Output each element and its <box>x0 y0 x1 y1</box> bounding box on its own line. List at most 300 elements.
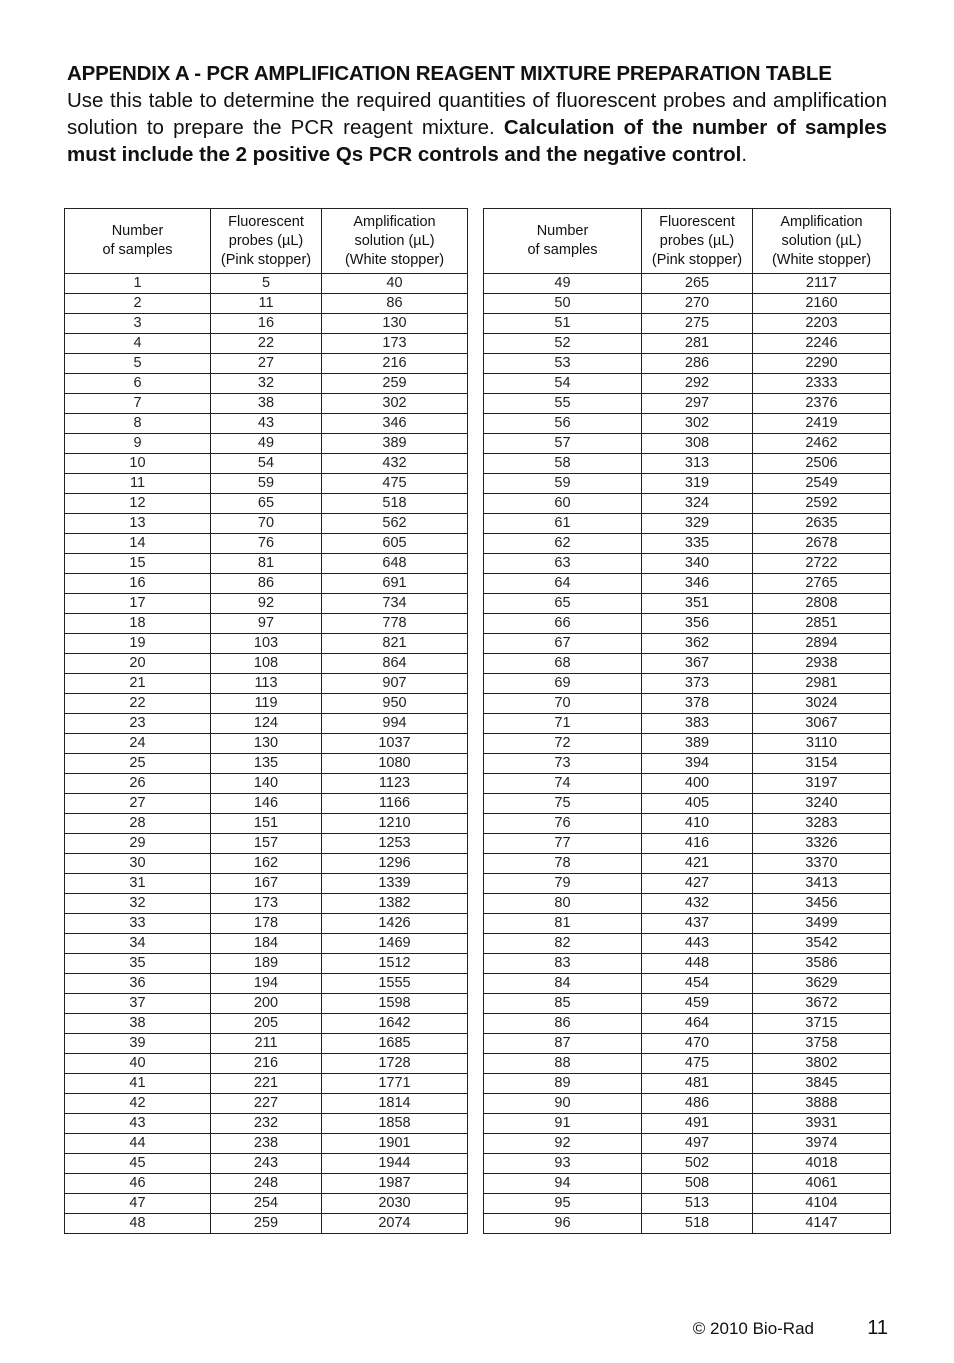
cell-amplification-solution: 2290 <box>753 354 891 374</box>
cell-amplification-solution: 1771 <box>322 1074 468 1094</box>
table-row <box>65 374 468 394</box>
header-row <box>484 209 891 274</box>
cell-fluorescent-probes: 486 <box>642 1094 753 1114</box>
cell-number-of-samples: 69 <box>484 674 642 694</box>
table-row <box>65 654 468 674</box>
cell-amplification-solution: 3154 <box>753 754 891 774</box>
cell-amplification-solution: 2808 <box>753 594 891 614</box>
cell-number-of-samples: 72 <box>484 734 642 754</box>
page-footer <box>0 1317 954 1341</box>
table-row <box>484 494 891 514</box>
cell-amplification-solution: 3283 <box>753 814 891 834</box>
cell-number-of-samples: 23 <box>65 714 211 734</box>
table-row <box>65 314 468 334</box>
cell-amplification-solution: 2203 <box>753 314 891 334</box>
cell-number-of-samples: 58 <box>484 454 642 474</box>
table-row <box>484 1174 891 1194</box>
table-row <box>484 854 891 874</box>
cell-fluorescent-probes: 119 <box>211 694 322 714</box>
table-row <box>484 514 891 534</box>
cell-fluorescent-probes: 232 <box>211 1114 322 1134</box>
cell-number-of-samples: 92 <box>484 1134 642 1154</box>
table-row <box>65 454 468 474</box>
cell-fluorescent-probes: 189 <box>211 954 322 974</box>
cell-fluorescent-probes: 270 <box>642 294 753 314</box>
cell-number-of-samples: 14 <box>65 534 211 554</box>
cell-number-of-samples: 17 <box>65 594 211 614</box>
cell-fluorescent-probes: 113 <box>211 674 322 694</box>
cell-number-of-samples: 20 <box>65 654 211 674</box>
cell-fluorescent-probes: 351 <box>642 594 753 614</box>
cell-fluorescent-probes: 86 <box>211 574 322 594</box>
cell-fluorescent-probes: 481 <box>642 1074 753 1094</box>
cell-number-of-samples: 9 <box>65 434 211 454</box>
table-row <box>65 794 468 814</box>
cell-fluorescent-probes: 302 <box>642 414 753 434</box>
table-row <box>65 934 468 954</box>
cell-fluorescent-probes: 205 <box>211 1014 322 1034</box>
cell-number-of-samples: 16 <box>65 574 211 594</box>
page-number: 11 <box>867 1317 888 1339</box>
cell-fluorescent-probes: 184 <box>211 934 322 954</box>
cell-amplification-solution: 518 <box>322 494 468 514</box>
cell-fluorescent-probes: 265 <box>642 274 753 294</box>
table-row <box>65 614 468 634</box>
table-row <box>484 754 891 774</box>
cell-fluorescent-probes: 157 <box>211 834 322 854</box>
cell-fluorescent-probes: 362 <box>642 634 753 654</box>
cell-fluorescent-probes: 254 <box>211 1194 322 1214</box>
cell-number-of-samples: 67 <box>484 634 642 654</box>
cell-amplification-solution: 1080 <box>322 754 468 774</box>
table-row <box>484 774 891 794</box>
cell-fluorescent-probes: 367 <box>642 654 753 674</box>
cell-number-of-samples: 78 <box>484 854 642 874</box>
table-row <box>65 474 468 494</box>
cell-fluorescent-probes: 464 <box>642 1014 753 1034</box>
cell-fluorescent-probes: 329 <box>642 514 753 534</box>
cell-fluorescent-probes: 432 <box>642 894 753 914</box>
cell-number-of-samples: 95 <box>484 1194 642 1214</box>
cell-number-of-samples: 13 <box>65 514 211 534</box>
table-row <box>65 514 468 534</box>
cell-amplification-solution: 1339 <box>322 874 468 894</box>
cell-amplification-solution: 389 <box>322 434 468 454</box>
cell-amplification-solution: 1426 <box>322 914 468 934</box>
cell-fluorescent-probes: 238 <box>211 1134 322 1154</box>
table-row <box>65 834 468 854</box>
cell-number-of-samples: 1 <box>65 274 211 294</box>
cell-fluorescent-probes: 221 <box>211 1074 322 1094</box>
cell-fluorescent-probes: 16 <box>211 314 322 334</box>
table-row <box>65 1154 468 1174</box>
cell-amplification-solution: 3672 <box>753 994 891 1014</box>
cell-number-of-samples: 3 <box>65 314 211 334</box>
cell-amplification-solution: 821 <box>322 634 468 654</box>
table-row <box>65 1194 468 1214</box>
cell-fluorescent-probes: 243 <box>211 1154 322 1174</box>
table-row <box>65 674 468 694</box>
cell-amplification-solution: 734 <box>322 594 468 614</box>
cell-fluorescent-probes: 81 <box>211 554 322 574</box>
cell-fluorescent-probes: 383 <box>642 714 753 734</box>
table-row <box>484 454 891 474</box>
cell-number-of-samples: 90 <box>484 1094 642 1114</box>
cell-fluorescent-probes: 70 <box>211 514 322 534</box>
cell-amplification-solution: 432 <box>322 454 468 474</box>
cell-number-of-samples: 12 <box>65 494 211 514</box>
cell-amplification-solution: 648 <box>322 554 468 574</box>
cell-number-of-samples: 88 <box>484 1054 642 1074</box>
cell-fluorescent-probes: 97 <box>211 614 322 634</box>
table-row <box>484 554 891 574</box>
cell-amplification-solution: 3499 <box>753 914 891 934</box>
table-row <box>65 854 468 874</box>
header-row <box>65 209 468 274</box>
table-row <box>484 634 891 654</box>
cell-number-of-samples: 73 <box>484 754 642 774</box>
cell-number-of-samples: 59 <box>484 474 642 494</box>
table-row <box>484 694 891 714</box>
cell-number-of-samples: 75 <box>484 794 642 814</box>
cell-amplification-solution: 4147 <box>753 1214 891 1234</box>
cell-amplification-solution: 2549 <box>753 474 891 494</box>
cell-amplification-solution: 2938 <box>753 654 891 674</box>
table-row <box>65 894 468 914</box>
cell-amplification-solution: 2117 <box>753 274 891 294</box>
table-row <box>65 1214 468 1234</box>
table-row <box>65 974 468 994</box>
cell-number-of-samples: 60 <box>484 494 642 514</box>
cell-number-of-samples: 57 <box>484 434 642 454</box>
cell-fluorescent-probes: 491 <box>642 1114 753 1134</box>
cell-number-of-samples: 63 <box>484 554 642 574</box>
table-row <box>65 1034 468 1054</box>
cell-amplification-solution: 605 <box>322 534 468 554</box>
cell-amplification-solution: 1037 <box>322 734 468 754</box>
cell-number-of-samples: 54 <box>484 374 642 394</box>
cell-amplification-solution: 2160 <box>753 294 891 314</box>
table-row <box>484 1134 891 1154</box>
table-row <box>484 1074 891 1094</box>
cell-fluorescent-probes: 167 <box>211 874 322 894</box>
cell-fluorescent-probes: 248 <box>211 1174 322 1194</box>
cell-amplification-solution: 1296 <box>322 854 468 874</box>
cell-amplification-solution: 3629 <box>753 974 891 994</box>
cell-amplification-solution: 3110 <box>753 734 891 754</box>
cell-number-of-samples: 32 <box>65 894 211 914</box>
intro-paragraph <box>67 87 887 168</box>
header-number-of-samples: Number of samples <box>65 209 211 274</box>
cell-number-of-samples: 4 <box>65 334 211 354</box>
cell-number-of-samples: 27 <box>65 794 211 814</box>
cell-fluorescent-probes: 470 <box>642 1034 753 1054</box>
table-row <box>484 274 891 294</box>
cell-fluorescent-probes: 259 <box>211 1214 322 1234</box>
table-row <box>484 374 891 394</box>
cell-fluorescent-probes: 124 <box>211 714 322 734</box>
cell-number-of-samples: 68 <box>484 654 642 674</box>
cell-amplification-solution: 1469 <box>322 934 468 954</box>
cell-fluorescent-probes: 49 <box>211 434 322 454</box>
cell-amplification-solution: 1382 <box>322 894 468 914</box>
table-row <box>65 694 468 714</box>
cell-number-of-samples: 38 <box>65 1014 211 1034</box>
page-title: APPENDIX A - PCR AMPLIFICATION REAGENT MIXTURE PREPARATION TABLE <box>67 62 832 85</box>
table-row <box>65 1074 468 1094</box>
cell-number-of-samples: 43 <box>65 1114 211 1134</box>
cell-fluorescent-probes: 421 <box>642 854 753 874</box>
header-number-of-samples: Number of samples <box>484 209 642 274</box>
cell-amplification-solution: 2030 <box>322 1194 468 1214</box>
cell-amplification-solution: 4104 <box>753 1194 891 1214</box>
cell-fluorescent-probes: 173 <box>211 894 322 914</box>
table-row <box>65 1054 468 1074</box>
table-row <box>484 1054 891 1074</box>
cell-amplification-solution: 691 <box>322 574 468 594</box>
cell-amplification-solution: 2506 <box>753 454 891 474</box>
cell-fluorescent-probes: 518 <box>642 1214 753 1234</box>
cell-amplification-solution: 3067 <box>753 714 891 734</box>
cell-number-of-samples: 70 <box>484 694 642 714</box>
cell-amplification-solution: 2246 <box>753 334 891 354</box>
table-row <box>65 1094 468 1114</box>
cell-number-of-samples: 52 <box>484 334 642 354</box>
table-row <box>484 394 891 414</box>
cell-amplification-solution: 1166 <box>322 794 468 814</box>
cell-number-of-samples: 77 <box>484 834 642 854</box>
cell-number-of-samples: 21 <box>65 674 211 694</box>
cell-fluorescent-probes: 76 <box>211 534 322 554</box>
table-row <box>484 974 891 994</box>
reagent-table-right <box>483 208 891 1234</box>
header-amplification-solution: Amplification solution (µL) (White stopper) <box>322 209 468 274</box>
cell-number-of-samples: 50 <box>484 294 642 314</box>
table-row <box>65 1014 468 1034</box>
cell-fluorescent-probes: 162 <box>211 854 322 874</box>
cell-amplification-solution: 86 <box>322 294 468 314</box>
cell-fluorescent-probes: 27 <box>211 354 322 374</box>
cell-fluorescent-probes: 502 <box>642 1154 753 1174</box>
cell-number-of-samples: 66 <box>484 614 642 634</box>
cell-fluorescent-probes: 297 <box>642 394 753 414</box>
cell-number-of-samples: 62 <box>484 534 642 554</box>
cell-number-of-samples: 51 <box>484 314 642 334</box>
table-row <box>484 874 891 894</box>
table-row <box>484 714 891 734</box>
cell-fluorescent-probes: 108 <box>211 654 322 674</box>
cell-number-of-samples: 7 <box>65 394 211 414</box>
cell-number-of-samples: 19 <box>65 634 211 654</box>
cell-amplification-solution: 173 <box>322 334 468 354</box>
table-row <box>65 334 468 354</box>
cell-amplification-solution: 3931 <box>753 1114 891 1134</box>
cell-fluorescent-probes: 275 <box>642 314 753 334</box>
cell-fluorescent-probes: 292 <box>642 374 753 394</box>
cell-amplification-solution: 475 <box>322 474 468 494</box>
cell-number-of-samples: 44 <box>65 1134 211 1154</box>
reagent-table-left <box>64 208 468 1234</box>
table-row <box>484 1094 891 1114</box>
table-row <box>484 314 891 334</box>
table-row <box>65 714 468 734</box>
cell-fluorescent-probes: 373 <box>642 674 753 694</box>
cell-fluorescent-probes: 427 <box>642 874 753 894</box>
cell-number-of-samples: 81 <box>484 914 642 934</box>
cell-amplification-solution: 4018 <box>753 1154 891 1174</box>
cell-fluorescent-probes: 356 <box>642 614 753 634</box>
table-row <box>484 734 891 754</box>
cell-number-of-samples: 35 <box>65 954 211 974</box>
cell-fluorescent-probes: 308 <box>642 434 753 454</box>
table-row <box>484 294 891 314</box>
cell-number-of-samples: 80 <box>484 894 642 914</box>
cell-amplification-solution: 2981 <box>753 674 891 694</box>
cell-fluorescent-probes: 513 <box>642 1194 753 1214</box>
cell-fluorescent-probes: 443 <box>642 934 753 954</box>
header-amplification-solution: Amplification solution (µL) (White stopper) <box>753 209 891 274</box>
cell-amplification-solution: 864 <box>322 654 468 674</box>
cell-fluorescent-probes: 346 <box>642 574 753 594</box>
cell-fluorescent-probes: 378 <box>642 694 753 714</box>
table-row <box>484 354 891 374</box>
cell-amplification-solution: 950 <box>322 694 468 714</box>
cell-number-of-samples: 86 <box>484 1014 642 1034</box>
table-row <box>484 794 891 814</box>
cell-fluorescent-probes: 281 <box>642 334 753 354</box>
cell-number-of-samples: 24 <box>65 734 211 754</box>
cell-amplification-solution: 1210 <box>322 814 468 834</box>
cell-amplification-solution: 346 <box>322 414 468 434</box>
cell-fluorescent-probes: 54 <box>211 454 322 474</box>
cell-number-of-samples: 87 <box>484 1034 642 1054</box>
table-row <box>484 614 891 634</box>
cell-amplification-solution: 562 <box>322 514 468 534</box>
cell-amplification-solution: 2851 <box>753 614 891 634</box>
cell-fluorescent-probes: 410 <box>642 814 753 834</box>
cell-fluorescent-probes: 394 <box>642 754 753 774</box>
cell-amplification-solution: 1253 <box>322 834 468 854</box>
cell-amplification-solution: 2678 <box>753 534 891 554</box>
table-row <box>65 494 468 514</box>
cell-fluorescent-probes: 140 <box>211 774 322 794</box>
cell-amplification-solution: 3758 <box>753 1034 891 1054</box>
table-row <box>65 994 468 1014</box>
cell-number-of-samples: 30 <box>65 854 211 874</box>
table-row <box>65 574 468 594</box>
cell-amplification-solution: 3888 <box>753 1094 891 1114</box>
cell-fluorescent-probes: 405 <box>642 794 753 814</box>
cell-number-of-samples: 39 <box>65 1034 211 1054</box>
cell-number-of-samples: 83 <box>484 954 642 974</box>
cell-amplification-solution: 907 <box>322 674 468 694</box>
cell-number-of-samples: 8 <box>65 414 211 434</box>
cell-number-of-samples: 18 <box>65 614 211 634</box>
cell-fluorescent-probes: 178 <box>211 914 322 934</box>
table-row <box>484 814 891 834</box>
cell-amplification-solution: 1512 <box>322 954 468 974</box>
table-row <box>65 594 468 614</box>
table-row <box>484 574 891 594</box>
cell-amplification-solution: 2333 <box>753 374 891 394</box>
cell-number-of-samples: 37 <box>65 994 211 1014</box>
cell-fluorescent-probes: 135 <box>211 754 322 774</box>
cell-fluorescent-probes: 227 <box>211 1094 322 1114</box>
cell-number-of-samples: 85 <box>484 994 642 1014</box>
table-row <box>65 734 468 754</box>
cell-number-of-samples: 42 <box>65 1094 211 1114</box>
table-row <box>484 654 891 674</box>
cell-number-of-samples: 61 <box>484 514 642 534</box>
table-row <box>65 874 468 894</box>
table-row <box>484 474 891 494</box>
cell-amplification-solution: 3197 <box>753 774 891 794</box>
cell-amplification-solution: 1858 <box>322 1114 468 1134</box>
cell-fluorescent-probes: 59 <box>211 474 322 494</box>
cell-amplification-solution: 2462 <box>753 434 891 454</box>
cell-fluorescent-probes: 286 <box>642 354 753 374</box>
cell-amplification-solution: 2419 <box>753 414 891 434</box>
cell-amplification-solution: 3542 <box>753 934 891 954</box>
cell-amplification-solution: 216 <box>322 354 468 374</box>
intro-end-text: . <box>741 143 748 166</box>
cell-amplification-solution: 2765 <box>753 574 891 594</box>
cell-amplification-solution: 1123 <box>322 774 468 794</box>
cell-amplification-solution: 2635 <box>753 514 891 534</box>
cell-amplification-solution: 3370 <box>753 854 891 874</box>
table-row <box>65 274 468 294</box>
cell-fluorescent-probes: 389 <box>642 734 753 754</box>
cell-number-of-samples: 26 <box>65 774 211 794</box>
cell-amplification-solution: 1944 <box>322 1154 468 1174</box>
table-row <box>65 354 468 374</box>
cell-amplification-solution: 3974 <box>753 1134 891 1154</box>
cell-number-of-samples: 47 <box>65 1194 211 1214</box>
table-row <box>484 914 891 934</box>
cell-number-of-samples: 10 <box>65 454 211 474</box>
cell-number-of-samples: 89 <box>484 1074 642 1094</box>
cell-amplification-solution: 1901 <box>322 1134 468 1154</box>
cell-fluorescent-probes: 324 <box>642 494 753 514</box>
cell-fluorescent-probes: 151 <box>211 814 322 834</box>
header-fluorescent-probes: Fluorescent probes (µL) (Pink stopper) <box>211 209 322 274</box>
table-row <box>484 994 891 1014</box>
cell-fluorescent-probes: 130 <box>211 734 322 754</box>
copyright-notice: © 2010 Bio-Rad <box>692 1319 814 1338</box>
table-row <box>65 434 468 454</box>
cell-number-of-samples: 53 <box>484 354 642 374</box>
table-row <box>484 954 891 974</box>
cell-amplification-solution: 3586 <box>753 954 891 974</box>
table-body-right <box>484 274 891 1234</box>
table-row <box>65 754 468 774</box>
cell-fluorescent-probes: 11 <box>211 294 322 314</box>
cell-amplification-solution: 2592 <box>753 494 891 514</box>
cell-number-of-samples: 65 <box>484 594 642 614</box>
cell-fluorescent-probes: 211 <box>211 1034 322 1054</box>
cell-amplification-solution: 778 <box>322 614 468 634</box>
cell-fluorescent-probes: 216 <box>211 1054 322 1074</box>
cell-fluorescent-probes: 448 <box>642 954 753 974</box>
cell-number-of-samples: 74 <box>484 774 642 794</box>
cell-number-of-samples: 40 <box>65 1054 211 1074</box>
cell-amplification-solution: 1555 <box>322 974 468 994</box>
cell-number-of-samples: 5 <box>65 354 211 374</box>
cell-number-of-samples: 56 <box>484 414 642 434</box>
cell-number-of-samples: 33 <box>65 914 211 934</box>
table-row <box>65 774 468 794</box>
cell-amplification-solution: 3024 <box>753 694 891 714</box>
